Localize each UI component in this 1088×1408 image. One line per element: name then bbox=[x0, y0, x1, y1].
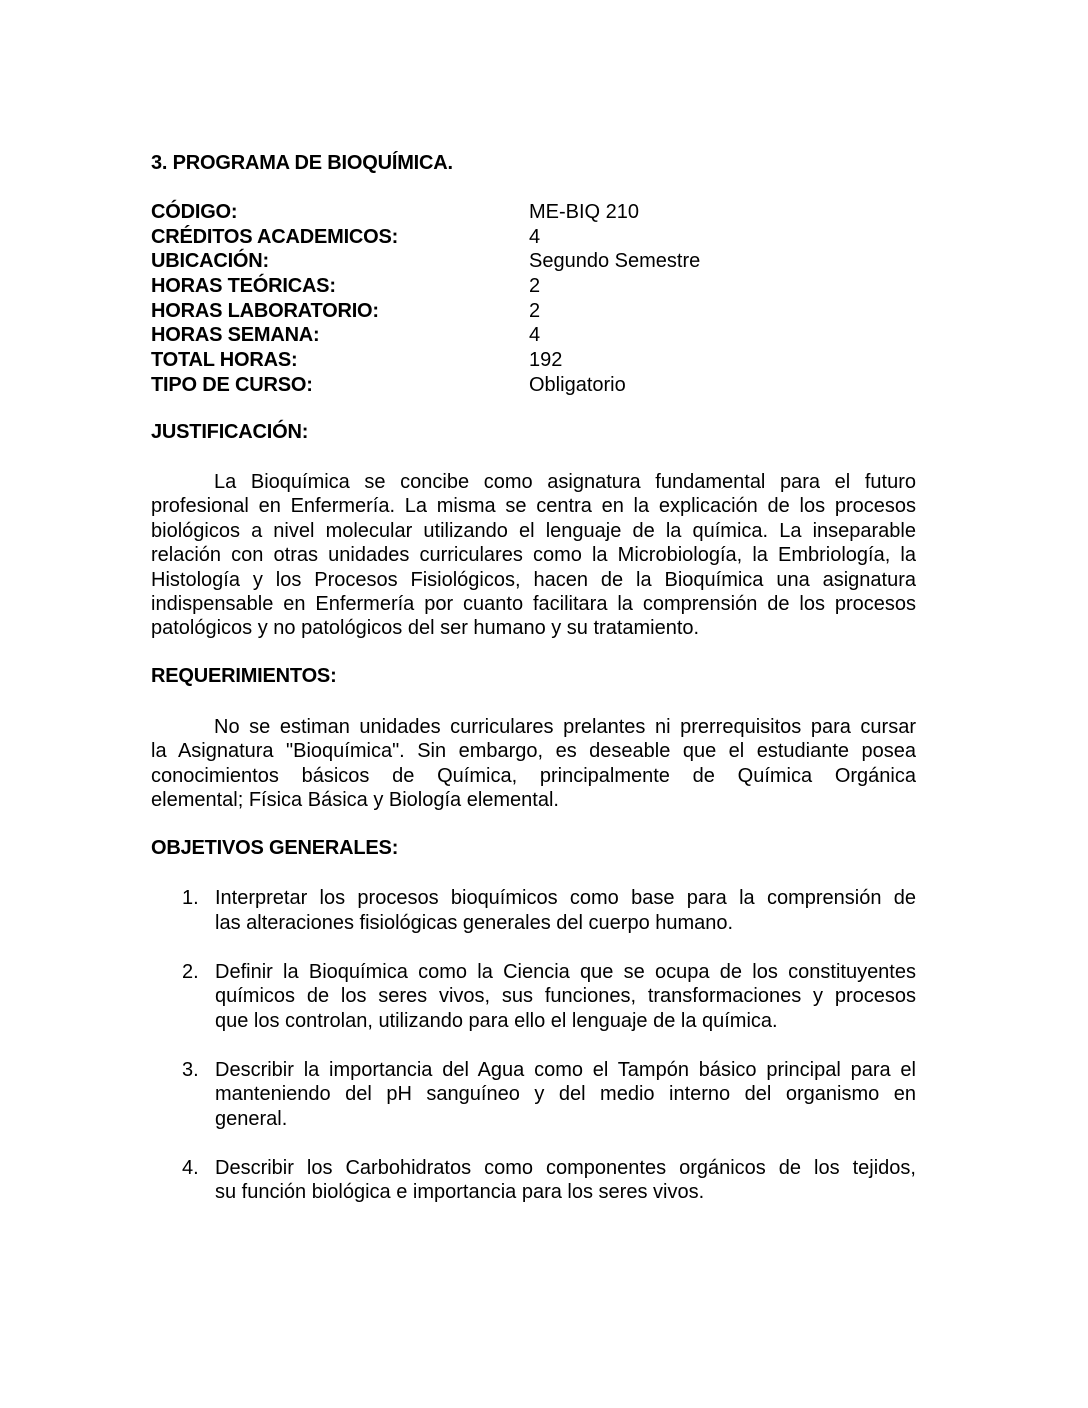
info-row-horas-teoricas bbox=[151, 274, 791, 299]
info-row-creditos bbox=[151, 225, 791, 250]
list-item-line: su función biológica e importancia para los seres vivos. bbox=[215, 1181, 705, 1203]
paragraph-line: conocimientos básicos de Química, principalmente de Química Orgánica bbox=[151, 764, 916, 787]
list-item-text bbox=[215, 1156, 916, 1205]
objetivos-heading: OBJETIVOS GENERALES: bbox=[151, 837, 399, 859]
info-value: 2 bbox=[529, 275, 541, 298]
paragraph-line: No se estiman unidades curriculares prelantes ni prerrequisitos para cursar bbox=[214, 716, 916, 738]
document-title: 3. PROGRAMA DE BIOQUÍMICA. bbox=[151, 152, 453, 174]
info-row-total-horas bbox=[151, 348, 791, 373]
list-item-text bbox=[215, 886, 916, 935]
paragraph-line: patológicos y no patológicos del ser humano y su tratamiento. bbox=[151, 617, 700, 640]
info-label: TOTAL HORAS: bbox=[151, 349, 298, 372]
paragraph-line: biológicos a nivel molecular utilizando el lenguaje de la química. La inseparable bbox=[151, 519, 916, 542]
list-item-text bbox=[215, 960, 916, 1034]
list-item-line: químicos de los seres vivos, sus funciones, transformaciones y procesos bbox=[215, 985, 916, 1007]
list-item bbox=[151, 960, 916, 1034]
list-item bbox=[151, 1156, 916, 1205]
list-item-number: 1. bbox=[182, 887, 199, 909]
justificacion-paragraph bbox=[151, 470, 916, 641]
list-item-line: que los controlan, utilizando para ello el lenguaje de la química. bbox=[215, 1009, 778, 1032]
paragraph-line: Histología y los Procesos Fisiológicos, hacen de la Bioquímica una asignatura bbox=[151, 568, 916, 591]
list-item-number: 4. bbox=[182, 1156, 199, 1179]
paragraph-line: elemental; Física Básica y Biología elemental. bbox=[151, 789, 559, 812]
info-value: Segundo Semestre bbox=[529, 250, 701, 273]
paragraph-line: la Asignatura "Bioquímica". Sin embargo, es deseable que el estudiante posea bbox=[151, 740, 916, 763]
list-item-number: 3. bbox=[182, 1058, 199, 1081]
list-item bbox=[151, 1058, 916, 1132]
list-item-line: las alteraciones fisiológicas generales del cuerpo humano. bbox=[215, 911, 734, 934]
justificacion-heading: JUSTIFICACIÓN: bbox=[151, 421, 309, 443]
list-item-line: Describir los Carbohidratos como componentes orgánicos de los tejidos, bbox=[215, 1156, 916, 1179]
info-row-ubicacion bbox=[151, 249, 791, 274]
info-value: 4 bbox=[529, 225, 541, 248]
info-row-horas-laboratorio bbox=[151, 299, 791, 324]
list-item-line: manteniendo del pH sanguíneo y del medio interno del organismo en bbox=[215, 1083, 916, 1105]
paragraph-line: relación con otras unidades curriculares como la Microbiología, la Embriología, la bbox=[151, 544, 916, 567]
info-label: HORAS LABORATORIO: bbox=[151, 299, 379, 322]
list-item-number: 2. bbox=[182, 960, 199, 983]
info-label: HORAS SEMANA: bbox=[151, 324, 320, 347]
info-label: CÓDIGO: bbox=[151, 201, 238, 223]
info-row-codigo bbox=[151, 200, 791, 225]
list-item-text bbox=[215, 1058, 916, 1132]
info-value: 192 bbox=[529, 349, 563, 372]
info-label: CRÉDITOS ACADEMICOS: bbox=[151, 225, 399, 248]
info-value: 2 bbox=[529, 299, 541, 322]
info-value: Obligatorio bbox=[529, 373, 626, 396]
objetivos-list bbox=[151, 886, 916, 1229]
info-row-tipo-curso bbox=[151, 373, 791, 398]
list-item bbox=[151, 886, 916, 935]
info-label: UBICACIÓN: bbox=[151, 250, 269, 273]
requerimientos-paragraph bbox=[151, 715, 916, 813]
paragraph-line: profesional en Enfermería. La misma se centra en la explicación de los procesos bbox=[151, 495, 916, 518]
list-item-line: Interpretar los procesos bioquímicos como base para la comprensión de bbox=[215, 887, 916, 909]
info-value: 4 bbox=[529, 324, 541, 347]
course-info-table bbox=[151, 200, 791, 398]
info-row-horas-semana bbox=[151, 323, 791, 348]
info-label: TIPO DE CURSO: bbox=[151, 373, 313, 396]
list-item-line: Definir la Bioquímica como la Ciencia que se ocupa de los constituyentes bbox=[215, 960, 916, 983]
list-item-line: general. bbox=[215, 1107, 288, 1130]
info-value: ME-BIQ 210 bbox=[529, 201, 640, 223]
info-label: HORAS TEÓRICAS: bbox=[151, 275, 336, 298]
requerimientos-heading: REQUERIMIENTOS: bbox=[151, 665, 337, 687]
list-item-line: Describir la importancia del Agua como el Tampón básico principal para el bbox=[215, 1058, 916, 1081]
paragraph-line: La Bioquímica se concibe como asignatura fundamental para el futuro bbox=[214, 471, 916, 493]
paragraph-line: indispensable en Enfermería por cuanto facilitara la comprensión de los procesos bbox=[151, 593, 916, 616]
